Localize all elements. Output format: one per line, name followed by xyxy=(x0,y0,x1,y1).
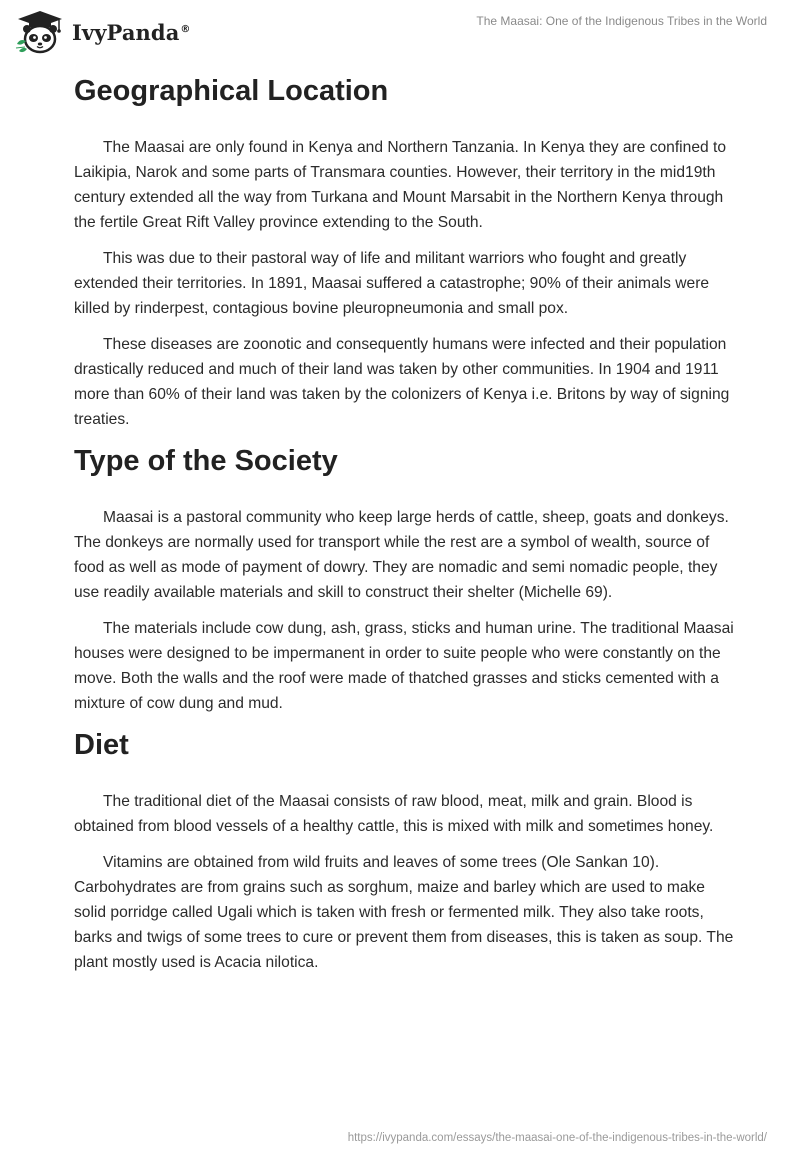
document-title: The Maasai: One of the Indigenous Tribes in the World xyxy=(476,14,767,28)
section-heading: Type of the Society xyxy=(74,445,338,477)
paragraph: This was due to their pastoral way of life and militant warriors who fought and greatly extended their territories. In 1891, Maasai suffered a catastrophe; 90% of their animals were killed by rinderpest, contagious bovine pleuropneumonia and small pox. xyxy=(74,250,710,317)
paragraph: The Maasai are only found in Kenya and Northern Tanzania. In Kenya they are confined to Laikipia, Narok and some parts of Transmara counties. However, their territory in the mid19th century extended all the way from Turkana and Mount Marsabit in the Northern Kenya through the fertile Great Rift Valley province extending to the South. xyxy=(74,139,726,231)
section-diet xyxy=(74,724,734,975)
essay-content xyxy=(74,70,734,975)
registered-mark: ® xyxy=(180,23,191,35)
section-geographical-location xyxy=(74,70,734,432)
brand-name: IvyPanda® xyxy=(72,19,191,45)
page-header xyxy=(0,0,800,64)
section-type-of-society xyxy=(74,440,734,716)
paragraph: Maasai is a pastoral community who keep large herds of cattle, sheep, goats and donkeys. The donkeys are normally used for transport while the rest are a symbol of wealth, source of food as well as mode of payment of dowry. They are nomadic and semi nomadic people, they use readily available materials and skill to construct their shelter (Michelle 69). xyxy=(74,509,729,601)
paragraph: The materials include cow dung, ash, grass, sticks and human urine. The traditional Maasai houses were designed to be impermanent in order to suite people who were constantly on the move. Both the walls and the roof were made of thatched grasses and sticks cemented with a mixture of cow dung and mud. xyxy=(74,620,734,712)
section-heading: Geographical Location xyxy=(74,75,389,107)
paragraph: Vitamins are obtained from wild fruits and leaves of some trees (Ole Sankan 10). Carbohydrates are from grains such as sorghum, maize and barley which are used to make solid porridge called Ugali which is taken with fresh or fermented milk. They also take roots, barks and twigs of some trees to cure or prevent them from diseases, this is taken as soup. The plant mostly used is Acacia nilotica. xyxy=(74,854,734,971)
paragraph: These diseases are zoonotic and consequently humans were infected and their population drastically reduced and much of their land was taken by other communities. In 1904 and 1911 more than 60% of their land was taken by the colonizers of Kenya i.e. Britons by way of signing treaties. xyxy=(74,336,730,428)
section-heading: Diet xyxy=(74,729,129,761)
source-url-link[interactable]: https://ivypanda.com/essays/the-maasai-one-of-the-indigenous-tribes-in-the-world/ xyxy=(347,1132,767,1144)
paragraph: The traditional diet of the Maasai consists of raw blood, meat, milk and grain. Blood is obtained from blood vessels of a healthy cattle, this is mixed with milk and sometimes honey. xyxy=(74,793,714,835)
panda-graduate-icon xyxy=(14,8,66,56)
ivypanda-logo[interactable] xyxy=(14,8,191,56)
